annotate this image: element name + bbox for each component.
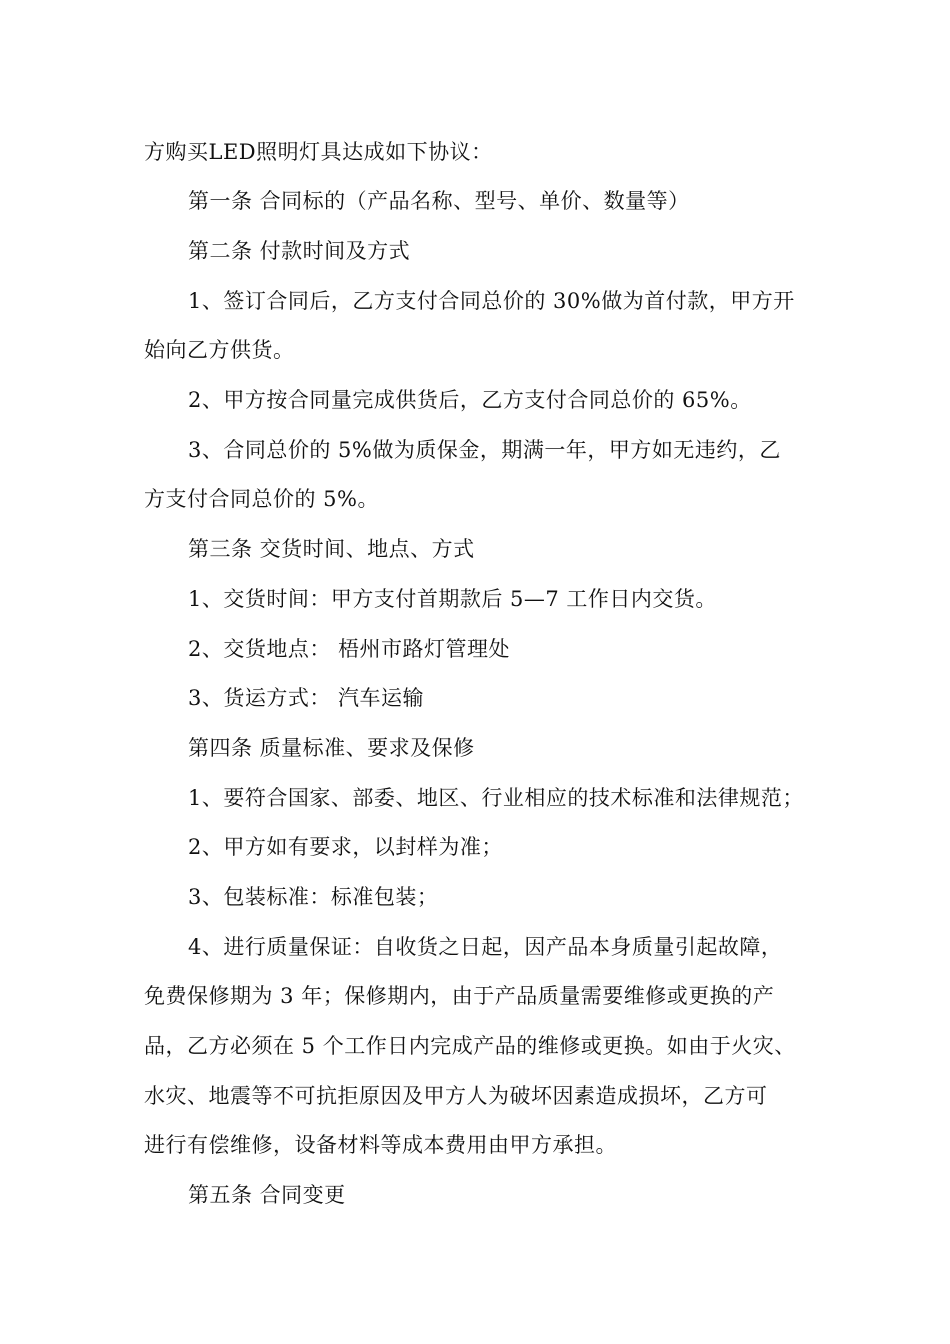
article-heading: 第四条 质量标准、要求及保修 xyxy=(188,736,475,760)
paragraph-line: 2、甲方按合同量完成供货后，乙方支付合同总价的 65%。 xyxy=(188,388,752,412)
paragraph-line: 方购买LED照明灯具达成如下协议： xyxy=(144,140,493,164)
paragraph-line: 方支付合同总价的 5%。 xyxy=(144,487,379,511)
article-heading: 第一条 合同标的（产品名称、型号、单价、数量等） xyxy=(188,189,690,213)
paragraph-line: 4、进行质量保证：自收货之日起，因产品本身质量引起故障， xyxy=(188,935,783,959)
paragraph-line: 1、要符合国家、部委、地区、行业相应的技术标准和法律规范； xyxy=(188,786,804,810)
paragraph-line: 2、甲方如有要求，以封样为准； xyxy=(188,835,503,859)
article-heading: 第三条 交货时间、地点、方式 xyxy=(188,537,475,561)
paragraph-line: 始向乙方供货。 xyxy=(144,338,295,362)
paragraph-line: 3、货运方式： 汽车运输 xyxy=(188,686,425,710)
paragraph-line: 3、合同总价的 5%做为质保金，期满一年，甲方如无违约，乙 xyxy=(188,438,781,462)
paragraph-line: 1、签订合同后，乙方支付合同总价的 30%做为首付款，甲方开 xyxy=(188,289,795,313)
paragraph-line: 水灾、地震等不可抗拒原因及甲方人为破坏因素造成损坏，乙方可 xyxy=(144,1084,768,1108)
paragraph-line: 3、包装标准：标准包装； xyxy=(188,885,439,909)
paragraph-line: 进行有偿维修，设备材料等成本费用由甲方承担。 xyxy=(144,1133,617,1157)
article-heading: 第五条 合同变更 xyxy=(188,1183,346,1207)
paragraph-line: 2、交货地点： 梧州市路灯管理处 xyxy=(188,637,511,661)
paragraph-line: 品，乙方必须在 5 个工作日内完成产品的维修或更换。如由于火灾、 xyxy=(144,1034,796,1058)
paragraph-line: 免费保修期为 3 年；保修期内，由于产品质量需要维修或更换的产 xyxy=(144,984,775,1008)
article-heading: 第二条 付款时间及方式 xyxy=(188,239,411,263)
paragraph-line: 1、交货时间：甲方支付首期款后 5—7 工作日内交货。 xyxy=(188,587,717,611)
